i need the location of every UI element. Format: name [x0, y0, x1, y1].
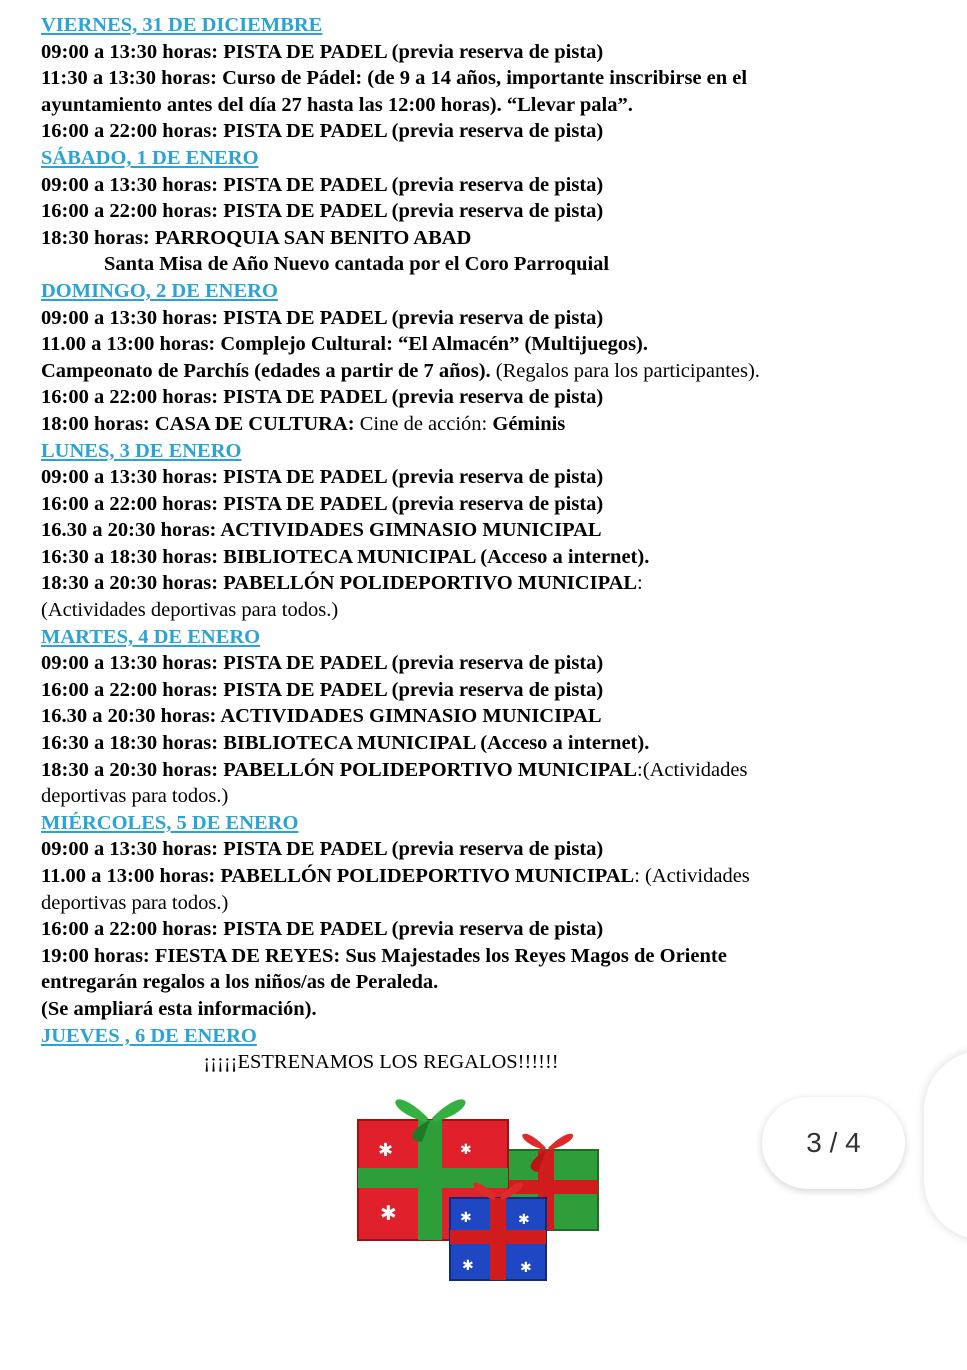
day-heading-martes: MARTES, 4 DE ENERO — [41, 625, 261, 648]
schedule-text: 18:30 a 20:30 horas: PABELLÓN POLIDEPORTIVO MUNICIPAL — [41, 758, 638, 781]
schedule-line: deportivas para todos.) — [41, 891, 229, 914]
schedule-line: (Actividades deportivas para todos.) — [41, 599, 339, 622]
schedule-line: 09:00 a 13:30 horas: PISTA DE PADEL (previa reserva de pista) — [41, 306, 604, 329]
svg-text:✱: ✱ — [518, 1213, 530, 1228]
schedule-line: 16:30 a 18:30 horas: BIBLIOTECA MUNICIPAL (Acceso a internet). — [41, 732, 650, 755]
day-heading-domingo: DOMINGO, 2 DE ENERO — [41, 279, 278, 302]
schedule-line: 11.00 a 13:00 horas: Complejo Cultural: “El Almacén” (Multijuegos). — [41, 333, 648, 356]
day-heading-viernes: VIERNES, 31 DE DICIEMBRE — [41, 14, 323, 36]
schedule-line: 16:30 a 18:30 horas: BIBLIOTECA MUNICIPAL (Acceso a internet). — [41, 545, 650, 568]
schedule-line: 16:00 a 22:00 horas: PISTA DE PADEL (previa reserva de pista) — [41, 120, 604, 143]
svg-text:✱: ✱ — [460, 1143, 472, 1158]
svg-text:✱: ✱ — [520, 1261, 532, 1276]
schedule-text: : — [637, 572, 643, 595]
schedule-line: 09:00 a 13:30 horas: PISTA DE PADEL (previa reserva de pista) — [41, 40, 604, 63]
gift-boxes-image — [350, 1090, 610, 1290]
schedule-line: 16.30 a 20:30 horas: ACTIVIDADES GIMNASIO MUNICIPAL — [41, 519, 602, 542]
page-indicator-label: 3 / 4 — [806, 1127, 861, 1158]
floating-action-bubble[interactable] — [924, 1050, 967, 1240]
schedule-text: :(Actividades — [637, 758, 748, 781]
day-heading-sabado: SÁBADO, 1 DE ENERO — [41, 146, 259, 169]
day-heading-lunes: LUNES, 3 DE ENERO — [41, 439, 242, 462]
svg-text:✱: ✱ — [380, 1203, 397, 1225]
blue-gift-icon — [450, 1183, 546, 1280]
day-heading-miercoles: MIÉRCOLES, 5 DE ENERO — [41, 811, 299, 834]
schedule-text: 18:30 a 20:30 horas: PABELLÓN POLIDEPORTIVO MUNICIPAL — [41, 572, 638, 595]
schedule-line: 16:00 a 22:00 horas: PISTA DE PADEL (previa reserva de pista) — [41, 918, 604, 941]
schedule-text: Campeonato de Parchís (edades a partir de 7 años). — [41, 359, 491, 382]
schedule-line: 16.30 a 20:30 horas: ACTIVIDADES GIMNASIO MUNICIPAL — [41, 705, 602, 728]
schedule-document — [41, 12, 921, 1076]
schedule-text: Géminis — [492, 412, 566, 435]
schedule-line: 09:00 a 13:30 horas: PISTA DE PADEL (previa reserva de pista) — [41, 466, 604, 489]
schedule-text: (Regalos para los participantes). — [490, 359, 760, 382]
schedule-line — [41, 570, 921, 597]
schedule-text: Cine de acción: — [354, 412, 493, 435]
schedule-text: 18:00 horas: CASA DE CULTURA: — [41, 412, 355, 435]
schedule-line: 16:00 a 22:00 horas: PISTA DE PADEL (previa reserva de pista) — [41, 200, 604, 223]
gifts-announcement: ¡¡¡¡¡ESTRENAMOS LOS REGALOS!!!!!! — [203, 1051, 559, 1074]
svg-text:✱: ✱ — [378, 1140, 394, 1160]
day-heading-jueves: JUEVES , 6 DE ENERO — [41, 1024, 257, 1047]
schedule-line: 18:30 horas: PARROQUIA SAN BENITO ABAD — [41, 226, 472, 249]
page-indicator — [762, 1097, 905, 1189]
schedule-line: 09:00 a 13:30 horas: PISTA DE PADEL (previa reserva de pista) — [41, 173, 604, 196]
svg-text:✱: ✱ — [462, 1259, 474, 1274]
schedule-line: entregarán regalos a los niños/as de Peraleda. — [41, 971, 439, 994]
schedule-line — [41, 863, 921, 890]
schedule-text: 11.00 a 13:00 horas: PABELLÓN POLIDEPORTIVO MUNICIPAL — [41, 865, 635, 887]
schedule-line: ayuntamiento antes del día 27 hasta las 12:00 horas). “Llevar pala”. — [41, 93, 633, 116]
schedule-line: deportivas para todos.) — [41, 785, 229, 808]
schedule-text: : (Actividades — [634, 865, 750, 887]
schedule-line: 09:00 a 13:30 horas: PISTA DE PADEL (previa reserva de pista) — [41, 652, 604, 675]
schedule-line — [41, 411, 921, 438]
schedule-line: Santa Misa de Año Nuevo cantada por el Coro Parroquial — [104, 253, 610, 276]
svg-text:✱: ✱ — [460, 1211, 472, 1226]
schedule-line: 16:00 a 22:00 horas: PISTA DE PADEL (previa reserva de pista) — [41, 386, 604, 409]
schedule-line: 16:00 a 22:00 horas: PISTA DE PADEL (previa reserva de pista) — [41, 492, 604, 515]
schedule-line — [41, 358, 921, 385]
schedule-line: 09:00 a 13:30 horas: PISTA DE PADEL (previa reserva de pista) — [41, 838, 604, 861]
schedule-line — [41, 757, 921, 784]
schedule-line: 16:00 a 22:00 horas: PISTA DE PADEL (previa reserva de pista) — [41, 678, 604, 701]
schedule-line: 11:30 a 13:30 horas: Curso de Pádel: (de 9 a 14 años, importante inscribirse en el — [41, 67, 748, 90]
schedule-line: (Se ampliará esta información). — [41, 997, 317, 1020]
schedule-line: 19:00 horas: FIESTA DE REYES: Sus Majestades los Reyes Magos de Oriente — [41, 944, 727, 967]
